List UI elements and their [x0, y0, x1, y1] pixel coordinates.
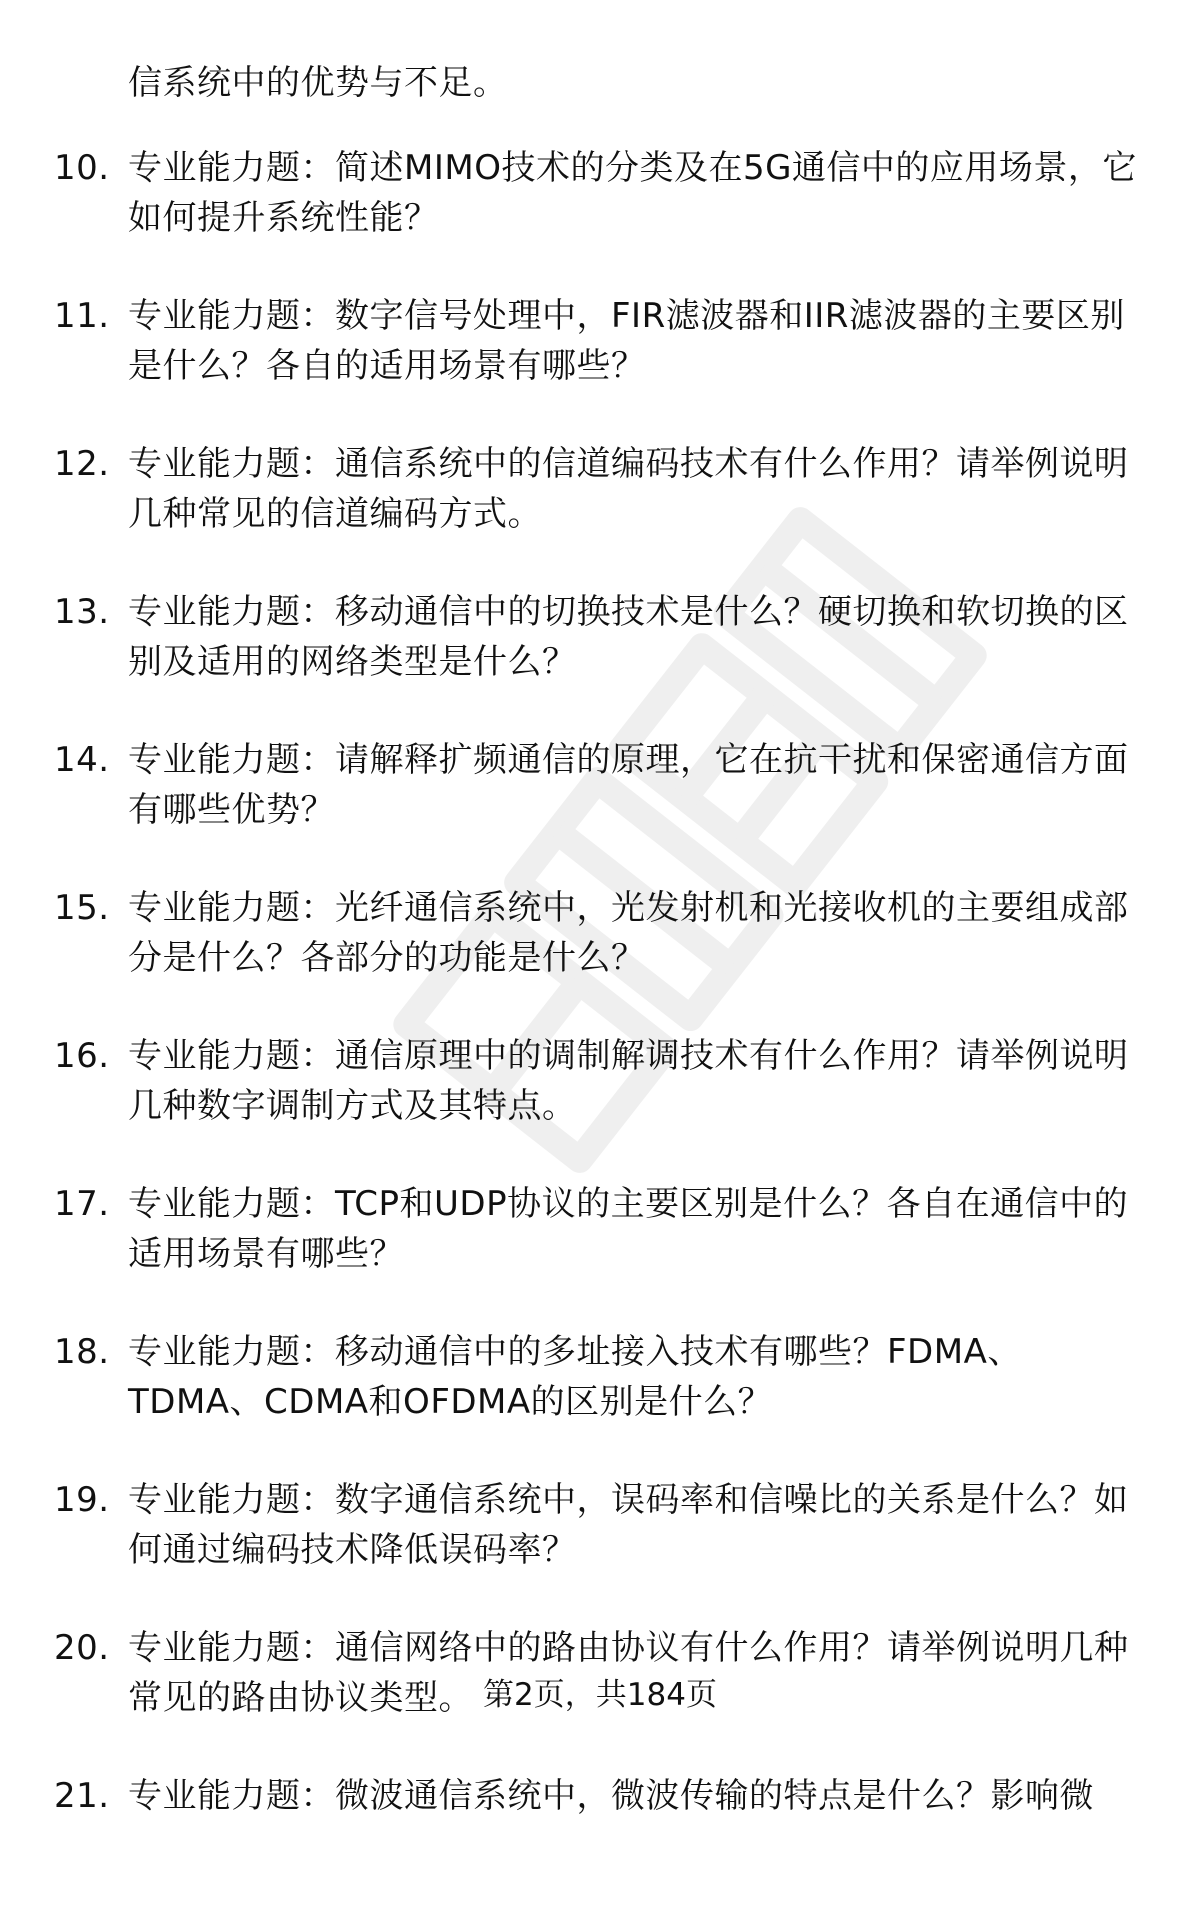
continuation-text: 信系统中的优势与不足。: [128, 63, 508, 103]
question-text: 专业能力题：数字信号处理中，FIR滤波器和IIR滤波器的主要区别是什么？各自的适用场景有哪些？: [128, 296, 1125, 386]
question-item: [54, 1327, 1144, 1475]
question-number: 19.: [54, 1480, 110, 1520]
question-number: 21.: [54, 1776, 110, 1816]
question-number: 16.: [54, 1036, 110, 1076]
question-item: [54, 291, 1144, 439]
question-item: [54, 587, 1144, 735]
question-number: 11.: [54, 296, 110, 336]
question-text: 专业能力题：微波通信系统中，微波传输的特点是什么？影响微: [128, 1776, 1094, 1816]
question-number: 14.: [54, 740, 110, 780]
question-text: 专业能力题：TCP和UDP协议的主要区别是什么？各自在通信中的适用场景有哪些？: [128, 1184, 1129, 1274]
question-item: [54, 1771, 1144, 1919]
question-item: [54, 143, 1144, 291]
question-item: [54, 735, 1144, 883]
question-text: 专业能力题：移动通信中的切换技术是什么？硬切换和软切换的区别及适用的网络类型是什么？: [128, 592, 1129, 682]
question-item: [54, 1179, 1144, 1327]
question-text: 专业能力题：简述MIMO技术的分类及在5G通信中的应用场景，它如何提升系统性能？: [128, 148, 1137, 238]
page-footer: 第2页，共184页: [483, 1677, 717, 1713]
question-text: 专业能力题：光纤通信系统中，光发射机和光接收机的主要组成部分是什么？各部分的功能是什么？: [128, 888, 1129, 978]
question-list: [54, 143, 1144, 1919]
question-text: 专业能力题：通信原理中的调制解调技术有什么作用？请举例说明几种数字调制方式及其特点。: [128, 1036, 1129, 1126]
question-text: 专业能力题：通信系统中的信道编码技术有什么作用？请举例说明几种常见的信道编码方式。: [128, 444, 1129, 534]
question-number: 20.: [54, 1628, 110, 1668]
question-text: 专业能力题：移动通信中的多址接入技术有哪些？FDMA、TDMA、CDMA和OFDMA的区别是什么？: [128, 1332, 1022, 1422]
question-text: 专业能力题：请解释扩频通信的原理，它在抗干扰和保密通信方面有哪些优势？: [128, 740, 1129, 830]
question-number: 17.: [54, 1184, 110, 1224]
question-item: [54, 883, 1144, 1031]
question-item: [54, 1475, 1144, 1623]
question-item: [54, 1031, 1144, 1179]
question-item: [54, 439, 1144, 587]
question-text: 专业能力题：通信网络中的路由协议有什么作用？请举例说明几种常见的路由协议类型。: [128, 1628, 1129, 1718]
question-number: 18.: [54, 1332, 110, 1372]
question-number: 12.: [54, 444, 110, 484]
question-text: 专业能力题：数字通信系统中，误码率和信噪比的关系是什么？如何通过编码技术降低误码率？: [128, 1480, 1129, 1570]
question-number: 13.: [54, 592, 110, 632]
question-number: 15.: [54, 888, 110, 928]
question-number: 10.: [54, 148, 110, 188]
